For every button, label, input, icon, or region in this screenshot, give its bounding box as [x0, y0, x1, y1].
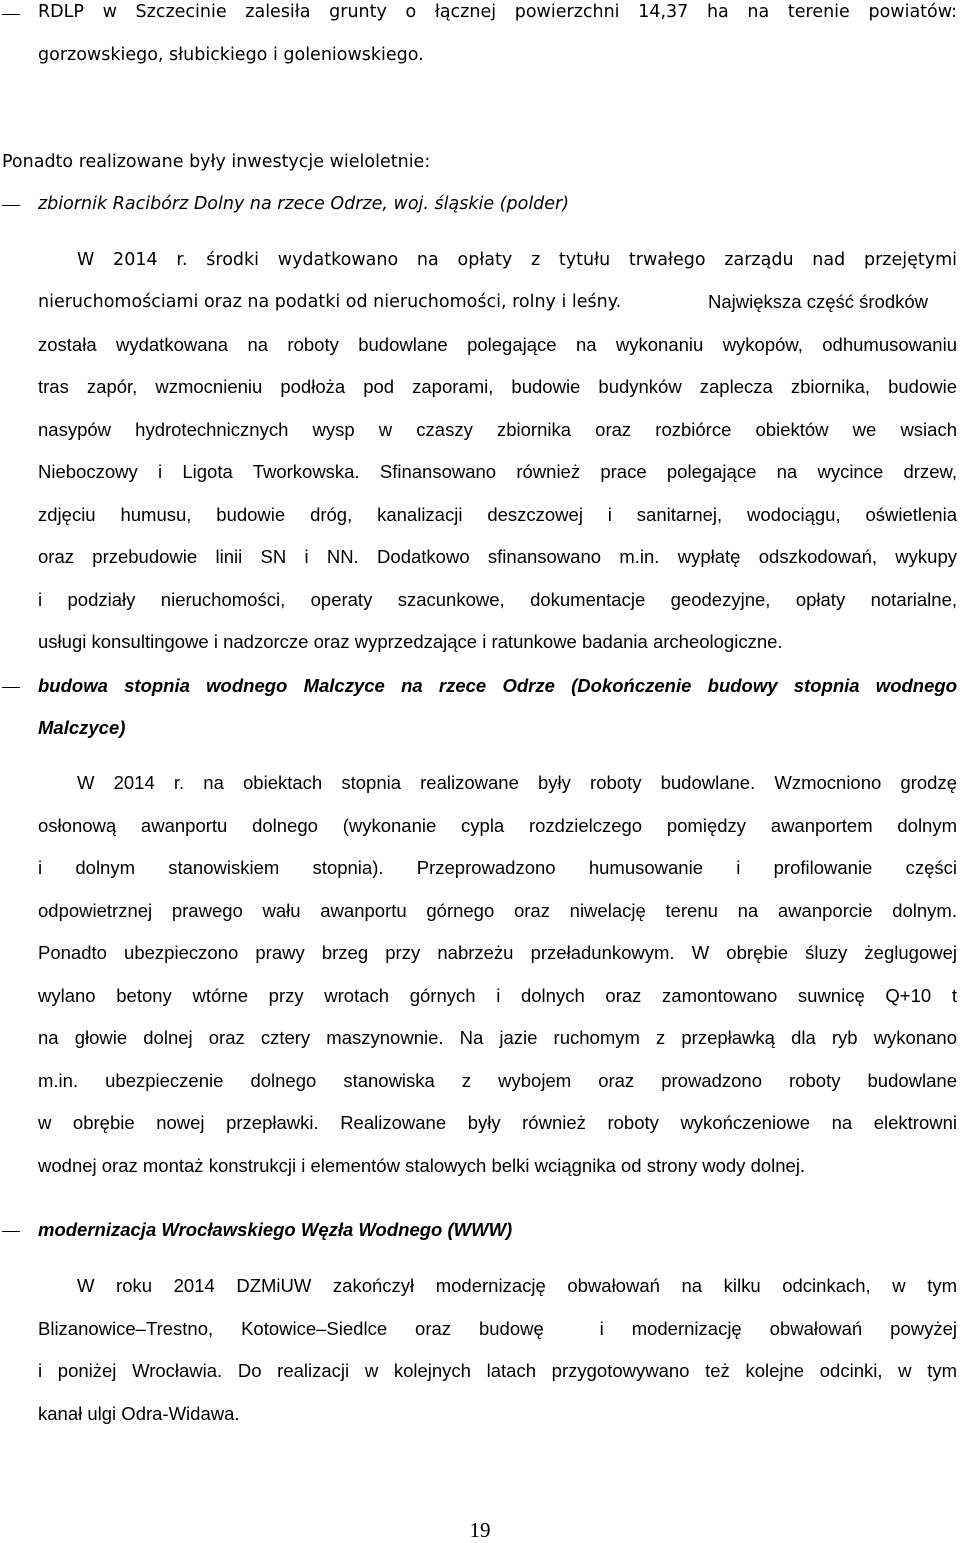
paragraph-line: na głowie dolnej oraz cztery maszynownie. Na jazie ruchomym z przepławką dla ryb wykonano: [38, 1027, 957, 1048]
paragraph-line: i podziały nieruchomości, operaty szacunkowe, dokumentacje geodezyjne, opłaty notarialne,: [38, 589, 957, 610]
paragraph-line: W 2014 r. na obiektach stopnia realizowane były roboty budowlane. Wzmocniono grodzę: [77, 772, 957, 793]
paragraph-line: Największa część środków: [708, 291, 929, 312]
paragraph-line: nasypów hydrotechnicznych wysp w czaszy zbiornika oraz rozbiórce obiektów we wsiach: [38, 419, 957, 440]
paragraph-line: W roku 2014 DZMiUW zakończył modernizację obwałowań na kilku odcinkach, w tym: [77, 1275, 957, 1296]
paragraph-line: odpowietrznej prawego wału awanportu górnego oraz niwelację terenu na awanporcie dolnym.: [38, 900, 957, 921]
bullet-dash: [2, 687, 20, 688]
paragraph-line: nieruchomościami oraz na podatki od nieruchomości, rolny i leśny.: [38, 292, 622, 312]
paragraph-line: oraz przebudowie linii SN i NN. Dodatkowo sfinansowano m.in. wypłatę odszkodowań, wykupy: [38, 546, 957, 567]
paragraph-line: Blizanowice–Trestno, Kotowice–Siedlce oraz budowę i modernizację obwałowań powyżej: [38, 1318, 957, 1339]
bullet-dash: [2, 205, 20, 206]
section-heading: zbiornik Racibórz Dolny na rzece Odrze, woj. śląskie (polder): [38, 194, 570, 214]
paragraph-line: osłonową awanportu dolnego (wykonanie cypla rozdzielczego pomiędzy awanportem dolnym: [38, 815, 957, 836]
paragraph-line: m.in. ubezpieczenie dolnego stanowiska z wybojem oraz prowadzono roboty budowlane: [38, 1070, 957, 1091]
paragraph-line: RDLP w Szczecinie zalesiła grunty o łącznej powierzchni 14,37 ha na terenie powiatów:: [38, 2, 957, 22]
page-number: 19: [469, 1518, 491, 1542]
paragraph-line: wodnej oraz montaż konstrukcji i elementów stalowych belki wciągnika od strony wody dolnej.: [38, 1155, 806, 1176]
section-heading: budowa stopnia wodnego Malczyce na rzece Odrze (Dokończenie budowy stopnia wodnego: [38, 675, 957, 696]
paragraph-line: tras zapór, wzmocnieniu podłoża pod zaporami, budowie budynków zaplecza zbiornika, budowie: [38, 376, 957, 397]
paragraph-line: W 2014 r. środki wydatkowano na opłaty z tytułu trwałego zarządu nad przejętymi: [77, 250, 957, 270]
section-heading: Malczyce): [38, 717, 126, 738]
paragraph-line: wylano betony wtórne przy wrotach górnych i dolnych oraz zamontowano suwnicę Q+10 t: [38, 985, 957, 1006]
paragraph-line: i dolnym stanowiskiem stopnia). Przeprowadzono humusowanie i profilowanie części: [38, 857, 957, 878]
bullet-dash: [2, 1231, 20, 1232]
paragraph-line: Nieboczowy i Ligota Tworkowska. Sfinansowano również prace polegające na wycince drzew,: [38, 461, 957, 482]
intro-heading: Ponadto realizowane były inwestycje wieloletnie:: [2, 152, 431, 172]
paragraph-line: i poniżej Wrocławia. Do realizacji w kolejnych latach przygotowywano też kolejne odcinki, w tym: [38, 1360, 957, 1381]
paragraph-line: gorzowskiego, słubickiego i goleniowskiego.: [38, 45, 424, 65]
paragraph-line: została wydatkowana na roboty budowlane polegające na wykonaniu wykopów, odhumusowaniu: [38, 334, 957, 355]
paragraph-line: usługi konsultingowe i nadzorcze oraz wyprzedzające i ratunkowe badania archeologiczne.: [38, 631, 783, 652]
paragraph-line: zdjęciu humusu, budowie dróg, kanalizacji deszczowej i sanitarnej, wodociągu, oświetlenia: [38, 504, 957, 525]
paragraph-line: Ponadto ubezpieczono prawy brzeg przy nabrzeżu przeładunkowym. W obrębie śluzy żeglugowej: [38, 942, 957, 963]
paragraph-line: kanał ulgi Odra-Widawa.: [38, 1403, 240, 1424]
bullet-dash: [2, 14, 20, 15]
section-heading: modernizacja Wrocławskiego Węzła Wodnego (WWW): [38, 1219, 513, 1240]
paragraph-line: w obrębie nowej przepławki. Realizowane były również roboty wykończeniowe na elektrowni: [38, 1112, 957, 1133]
